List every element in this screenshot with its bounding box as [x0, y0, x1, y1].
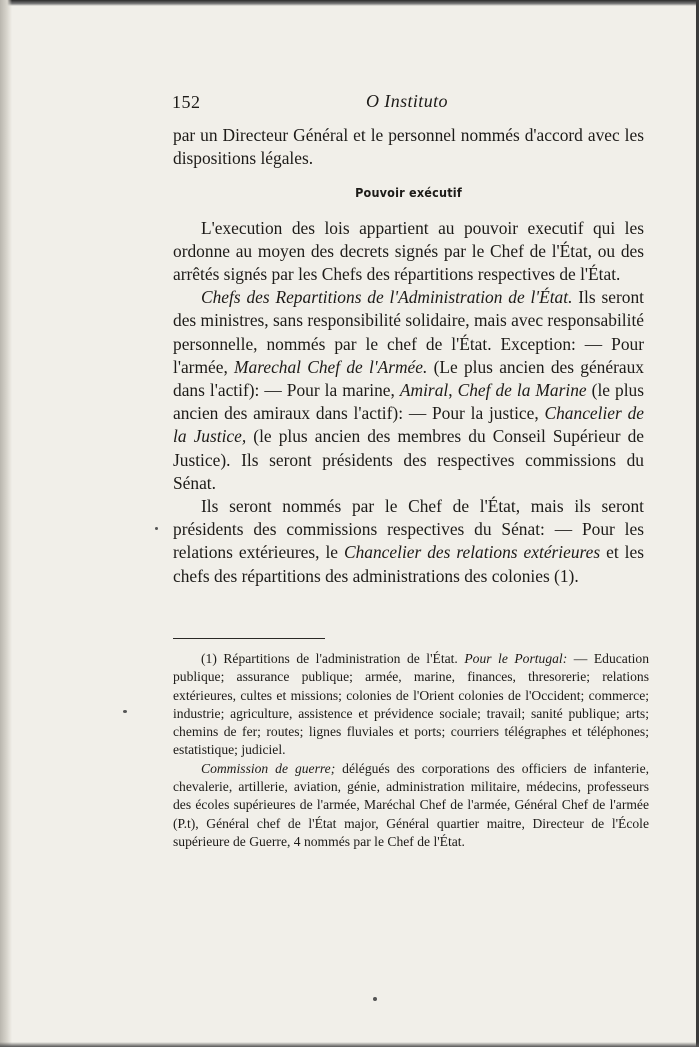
paragraph-lead: Chefs des Repartitions de l'Administration de l'État.	[201, 287, 573, 308]
footnote-1: (1) Répartitions de l'administration de l'État. Pour le Portugal: — Education publique; assurance publique; armée, marine, finances, thresorerie; relations extérieures, cultes et missions; colonies de l'Orient colonies de l'Occident; commerce; industrie; agriculture, assistence et prévidence sociale; travail; sanité publique; arts; chemins de fer; routes; lignes fluviales et ports; courriers télégraphes et téléphones; estatistique; judiciel.	[173, 651, 649, 758]
margin-speck	[155, 527, 158, 530]
page-top-edge	[0, 0, 699, 6]
footnote-1-commission: Commission de guerre; délégués des corporations des officiers de infanterie, chevalerie, artillerie, aviation, génie, administration militaire, médecins, professeurs des écoles supérieures de l'armée, Maréchal Chef de l'armée, Général Chef de l'armée (P.t), Général chef de l'État major, Général quartier maitre, Directeur de l'École supérieure de Guerre, 4 nommés par le Chef de l'État.	[173, 760, 649, 849]
paragraph-continuation: par un Directeur Général et le personnel nommés d'accord avec les dispositions légales.	[173, 125, 644, 169]
paragraph-execution: L'execution des lois appartient au pouvoir executif qui les ordonne au moyen des decrets signés par le Chef de l'État, ou des arrêtés signés par les Chefs des répartitions respectives de l'État.	[173, 217, 644, 285]
paragraph-chefs: Chefs des Repartitions de l'Administration de l'État. Ils seront des ministres, sans responsibilité solidaire, mais avec responsabilité personnelle, nommés par le chef de l'État. Exception: — Pour l'armée, Marechal Chef de l'Armée. (Le plus ancien des généraux dans l'actif): — Pour la marine, Amiral, Chef de la Marine (le plus ancien des amiraux dans l'actif): — Pour la justice, Chancelier de la Justice, (le plus ancien des membres du Conseil Supérieur de Justice). Ils seront présidents des respectives commissions du Sénat.	[173, 287, 645, 493]
margin-speck	[123, 710, 127, 713]
page-number: 152	[172, 92, 201, 112]
paragraph-nomination: Ils seront nommés par le Chef de l'État, mais ils seront présidents des commissions respectives du Sénat: — Pour les relations extérieures, le Chancelier des relations extérieures et les chefs des répartitions des administrations des colonies (1).	[173, 496, 644, 586]
page-bottom-edge	[0, 1042, 699, 1047]
page-speck	[373, 997, 377, 1001]
footnotes	[173, 650, 649, 851]
page-gutter-shadow	[0, 0, 12, 1047]
section-title: Pouvoir exécutif	[355, 185, 462, 201]
main-text	[173, 124, 644, 588]
running-head: O Instituto	[366, 91, 448, 111]
footnote-rule	[173, 638, 325, 639]
